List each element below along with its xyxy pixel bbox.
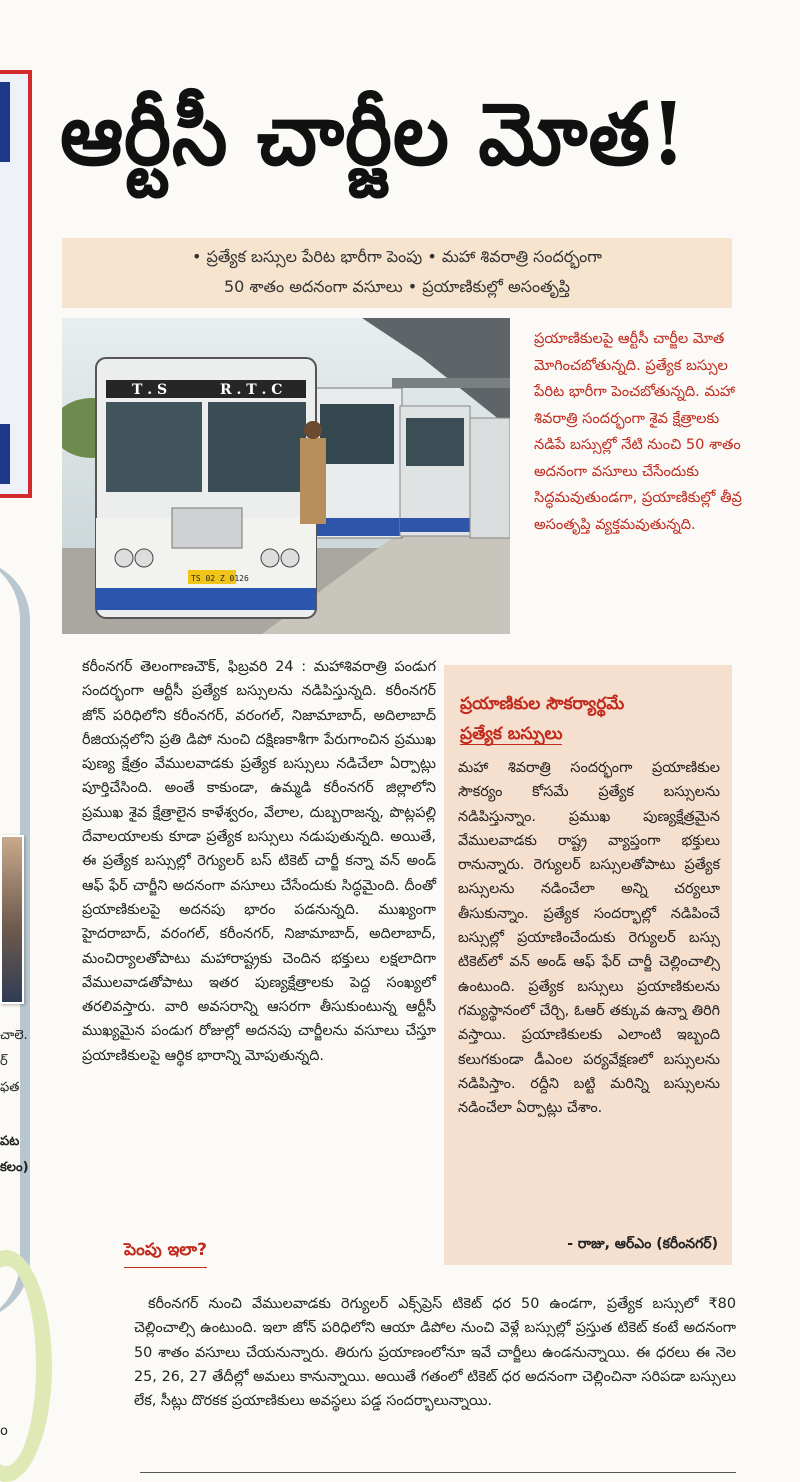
neighbor-text: చాలె. bbox=[0, 1028, 28, 1043]
subhead-line: • ప్రత్యేక బస్సుల పేరిట భారీగా పెంపు • మహా శివరాత్రి సందర్భంగా bbox=[192, 247, 602, 266]
sidebar-heading-line: ప్రయాణికుల సౌకర్యార్థమే bbox=[460, 694, 625, 714]
article-body: కరీంనగర్ తెలంగాణచౌక్, ఫిబ్రవరి 24 : మహాశివరాత్రి పండుగ సందర్భంగా ఆర్టీసీ ప్రత్యేక బస్సులను నడిపిస్తున్నది. కరీంనగర్ జోన్ పరిధిలోని కరీంనగర్, వరంగల్, నిజామాబాద్, అదిలాబాద్ రీజియన్లలోని ప్రతి డిపో నుంచి దక్షిణకాశీగా పేరుగాంచిన ప్రముఖ పుణ్య క్షేత్రం వేములవాడకు ప్రత్యేక బస్సులు నడిచేలా ఏర్పాట్లు పూర్తిచేసింది. అంతే కాకుండా, ఉమ్మడి కరీంనగర్ జిల్లాలోని ప్రముఖ శైవ క్షేత్రాలైన కాళేశ్వరం, వేలాల, దుబ్బరాజన్న, పొట్లపల్లి దేవాలయాలకు కూడా ప్రత్యేక బస్సులు నడుపుతున్నది. అయితే, ఈ ప్రత్యేక బస్సుల్లో రెగ్యులర్ బస్ టికెట్ చార్జీ కన్నా వన్ అండ్ ఆఫ్ ఫేర్ చార్జీని అదనంగా వసూలు చేసేందుకు సిద్ధమైంది. దీంతో ప్రయాణికులపై అదనపు భారం పడనున్నది. ముఖ్యంగా హైదరాబాద్, వరంగల్, కరీంనగర్, నిజామాబాద్, అదిలాబాద్, మంచిర్యాలతోపాటు మహారాష్ట్రకు చెందిన భక్తులు లక్షలాదిగా వేములవాడతోపాటు ఇతర పుణ్యక్షేత్రాలకు పెద్ద సంఖ్యలో తరలివస్తారు. వారి అవసరాన్ని ఆసరగా తీసుకుంటున్న ఆర్టీసీ ముఖ్యమైన పండుగ రోజుల్లో అదనపు చార్జీలను వసూలు చేస్తూ ప్రయాణికులపై ఆర్థిక భారాన్ని మోపుతున్నది. bbox=[82, 659, 436, 1064]
subhead-line: 50 శాతం అదనంగా వసూలు • ప్రయాణికుల్లో అసంతృప్తి bbox=[223, 277, 571, 296]
subhead-band bbox=[62, 238, 732, 308]
bus-board-left: T . S bbox=[132, 382, 168, 398]
sidebar-heading-line: ప్రత్యేక బస్సులు bbox=[460, 724, 563, 744]
neighbor-article-box bbox=[0, 70, 32, 498]
bus-depot-photo bbox=[62, 318, 510, 634]
sidebar-text: మహా శివరాత్రి సందర్భంగా ప్రయాణికుల సౌకర్యం కోసమే ప్రత్యేక బస్సులను నడిపిస్తున్నాం. ప్రముఖ పుణ్యక్షేత్రమైన వేములవాడకు రాష్ట్ర వ్యాప్తంగా భక్తులు రానున్నారు. రెగ్యులర్ బస్సులతోపాటు ప్రత్యేక బస్సులను నడించేలా అన్ని చర్యలూ తీసుకున్నాం. ప్రత్యేక సందర్భాల్లో నడిపించే బస్సుల్లో ప్రయాణించేందుకు రెగ్యులర్ బస్సు టికెట్‌లో వన్ అండ్ ఆఫ్ ఫేర్ చార్జీ చెల్లించాల్సి ఉంటుంది. ప్రత్యేక బస్సులు ప్రయాణికులను గమ్యస్థానంలో చేర్చి, ఓఆర్ తక్కువ ఉన్నా తిరిగి వస్తాయి. ప్రయాణికులకు ఎలాంటి ఇబ్బంది కలుగకుండా డీఎంల పర్యవేక్షణలో బస్సులను నడిపిస్తాం. రద్దీని బట్టి మరిన్ని బస్సులను నడించేలా ఏర్పాట్లు చేశాం. bbox=[458, 760, 720, 1117]
bus-number-plate: TS 02 Z 0126 bbox=[191, 574, 249, 583]
section-heading: పెంపు ఇలా? bbox=[124, 1240, 207, 1268]
intro-paragraph: ప్రయాణికులపై ఆర్టీసీ చార్జీల మోత మోగించబోతున్నది. ప్రత్యేక బస్సుల పేరిట భారీగా పెంచబోతున్నది. మహా శివరాత్రి సందర్భంగా శైవ క్షేత్రాలకు నడిపే బస్సుల్లో నేటి నుంచి 50 శాతం అదనంగా వసూలు చేసేందుకు సిద్ధమవుతుండగా, ప్రయాణికుల్లో తీవ్ర అసంతృప్తి వ్యక్తమవుతున్నది. bbox=[534, 330, 742, 533]
neighbor-color-block bbox=[0, 82, 10, 162]
sidebar-heading bbox=[460, 689, 720, 749]
neighbor-color-block bbox=[0, 424, 10, 484]
neighbor-photo bbox=[0, 835, 24, 1004]
sidebar-byline: - రాజు, ఆర్ఎం (కరీంనగర్) bbox=[567, 1236, 718, 1252]
neighbor-text: కలం) bbox=[0, 1160, 29, 1175]
pricing-paragraph: కరీంనగర్ నుంచి వేములవాడకు రెగ్యులర్ ఎక్స్‌ప్రెస్ టికెట్ ధర 50 ఉండగా, ప్రత్యేక బస్సులో ₹80 చెల్లించాల్సి ఉంటుంది. ఇలా జోన్ పరిధిలోని ఆయా డిపోల నుంచి వెళ్లే బస్సుల్లో ప్రస్తుత టికెట్ కంటే అదనంగా 50 శాతం వసూలు చేయనున్నారు. తిరుగు ప్రయాణంలోనూ ఇవే చార్జీలు ఉండనున్నాయి. ఈ ధరలు ఈ నెల 25, 26, 27 తేదీల్లో అమలు కానున్నాయి. అయితే గతంలో టికెట్ ధర అదనంగా చెల్లించినా సరిపడా బస్సులు లేక, సీట్లు దొరకక ప్రయాణికులు అవస్థలు పడ్డ సందర్భాలున్నాయి. bbox=[134, 1296, 736, 1410]
neighbor-text: పట bbox=[0, 1134, 20, 1149]
neighbor-arc-decoration bbox=[0, 1250, 52, 1482]
bus-board-right: R . T . C bbox=[220, 382, 283, 398]
neighbor-text: ర్ bbox=[0, 1054, 8, 1069]
bottom-divider bbox=[140, 1472, 736, 1473]
neighbor-text: o bbox=[0, 1424, 8, 1439]
neighbor-text: ఫత bbox=[0, 1080, 20, 1095]
headline: ఆర్టీసీ చార్జీల మోత! bbox=[60, 84, 687, 185]
